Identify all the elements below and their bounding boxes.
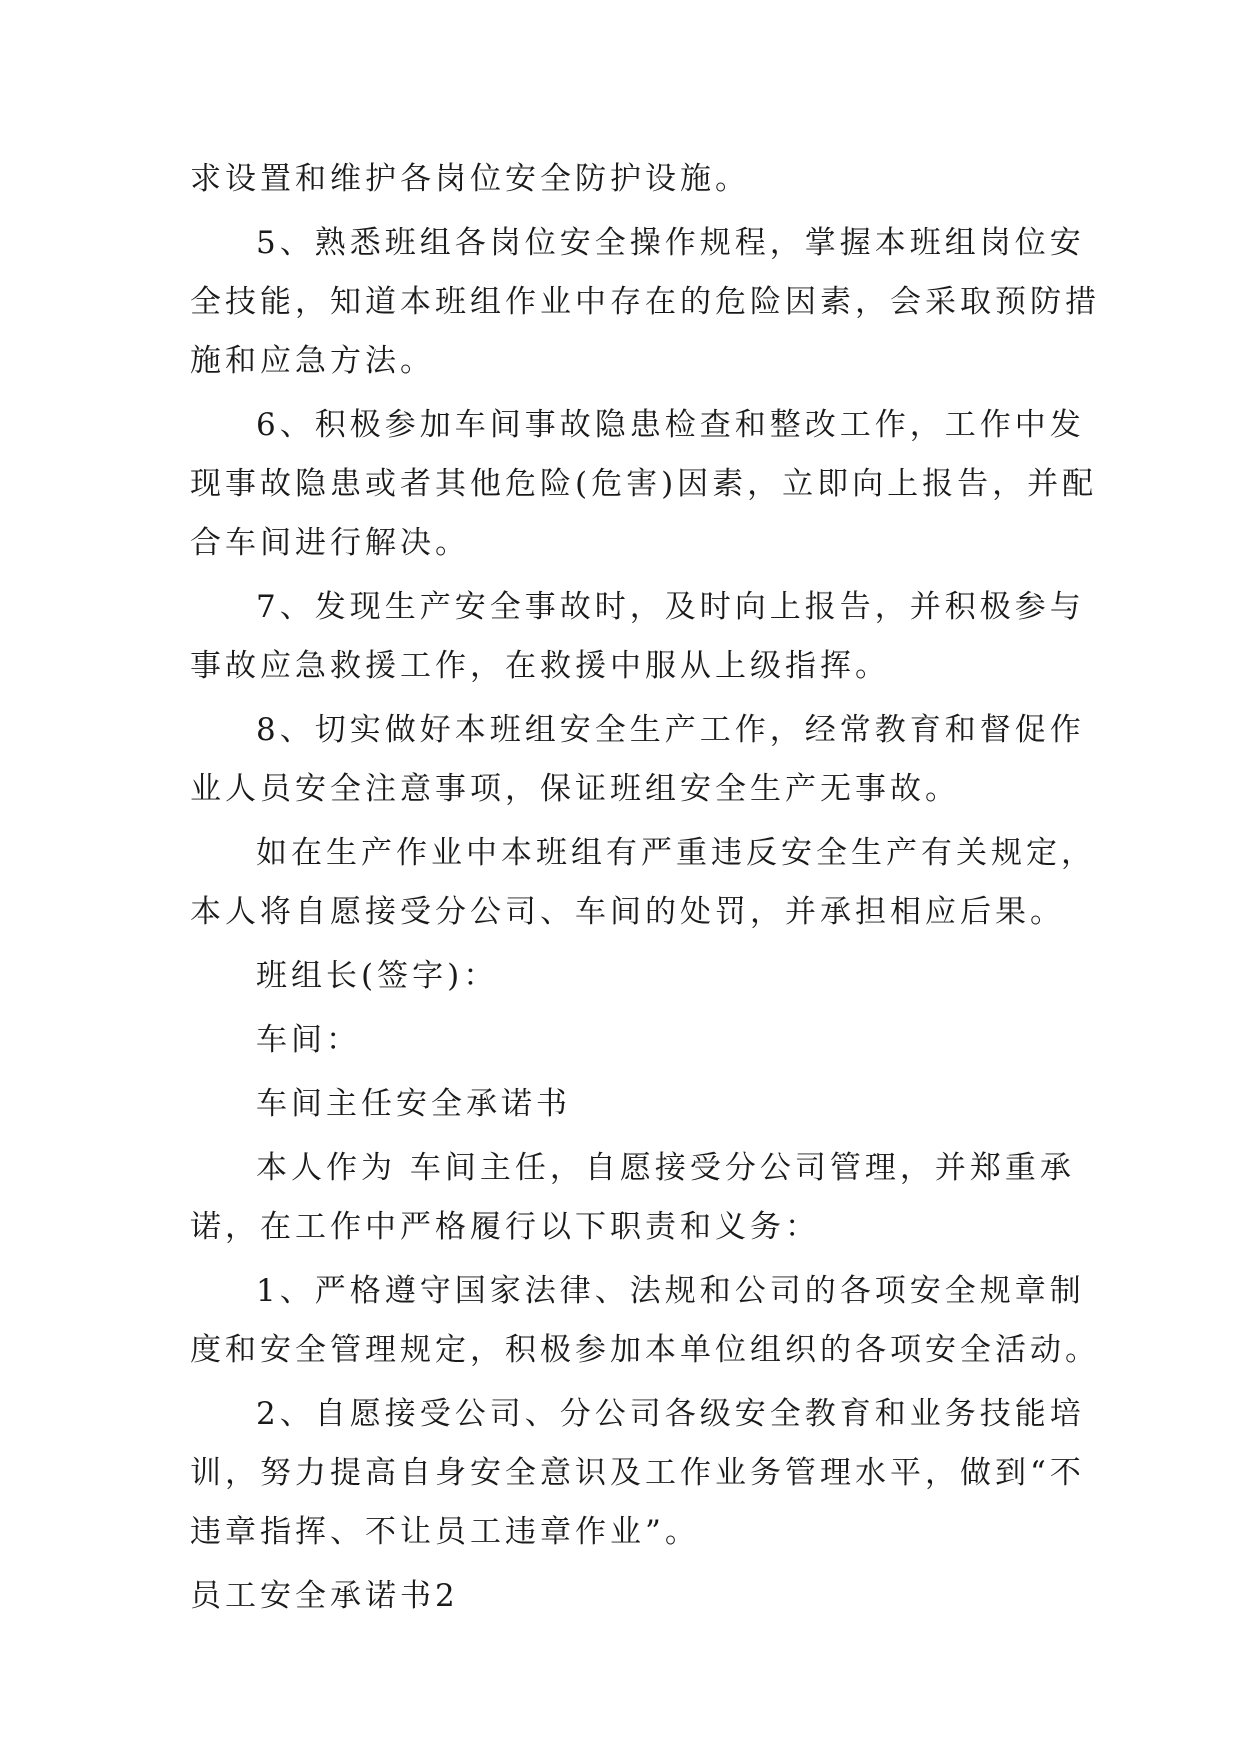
- text-line: 1、严格遵守国家法律、法规和公司的各项安全规章制: [256, 1273, 1085, 1309]
- text-line: 度和安全管理规定，积极参加本单位组织的各项安全活动。: [190, 1332, 1100, 1368]
- document-title: 员工安全承诺书2: [190, 1578, 459, 1614]
- text-line: 本人作为 车间主任，自愿接受分公司管理，并郑重承: [256, 1150, 1075, 1186]
- text-line: 合车间进行解决。: [190, 525, 470, 561]
- text-line: 2、自愿接受公司、分公司各级安全教育和业务技能培: [256, 1396, 1085, 1432]
- text-line: 如在生产作业中本班组有严重违反安全生产有关规定，: [256, 835, 1096, 871]
- text-line: 6、积极参加车间事故隐患检查和整改工作，工作中发: [256, 407, 1085, 443]
- text-line: 5、熟悉班组各岗位安全操作规程，掌握本班组岗位安: [256, 225, 1085, 261]
- text-line: 训，努力提高自身安全意识及工作业务管理水平，做到“不: [190, 1455, 1085, 1491]
- signature-line-team-leader: 班组长(签字)：: [256, 958, 499, 994]
- text-line: 本人将自愿接受分公司、车间的处罚，并承担相应后果。: [190, 894, 1065, 930]
- section-heading: 车间主任安全承诺书: [256, 1086, 571, 1122]
- document-body: [190, 150, 1100, 1626]
- text-line: 全技能，知道本班组作业中存在的危险因素，会采取预防措: [190, 284, 1100, 320]
- signature-line-workshop: 车间：: [256, 1022, 361, 1058]
- text-line: 7、发现生产安全事故时，及时向上报告，并积极参与: [256, 589, 1085, 625]
- text-line: 现事故隐患或者其他危险(危害)因素，立即向上报告，并配: [190, 466, 1098, 502]
- text-line: 8、切实做好本班组安全生产工作，经常教育和督促作: [256, 712, 1085, 748]
- text-line: 事故应急救援工作，在救援中服从上级指挥。: [190, 648, 890, 684]
- text-line: 诺，在工作中严格履行以下职责和义务：: [190, 1209, 820, 1245]
- text-line: 违章指挥、不让员工违章作业”。: [190, 1514, 700, 1550]
- text-line: 业人员安全注意事项，保证班组安全生产无事故。: [190, 771, 960, 807]
- text-line: 求设置和维护各岗位安全防护设施。: [190, 161, 750, 197]
- text-line: 施和应急方法。: [190, 343, 435, 379]
